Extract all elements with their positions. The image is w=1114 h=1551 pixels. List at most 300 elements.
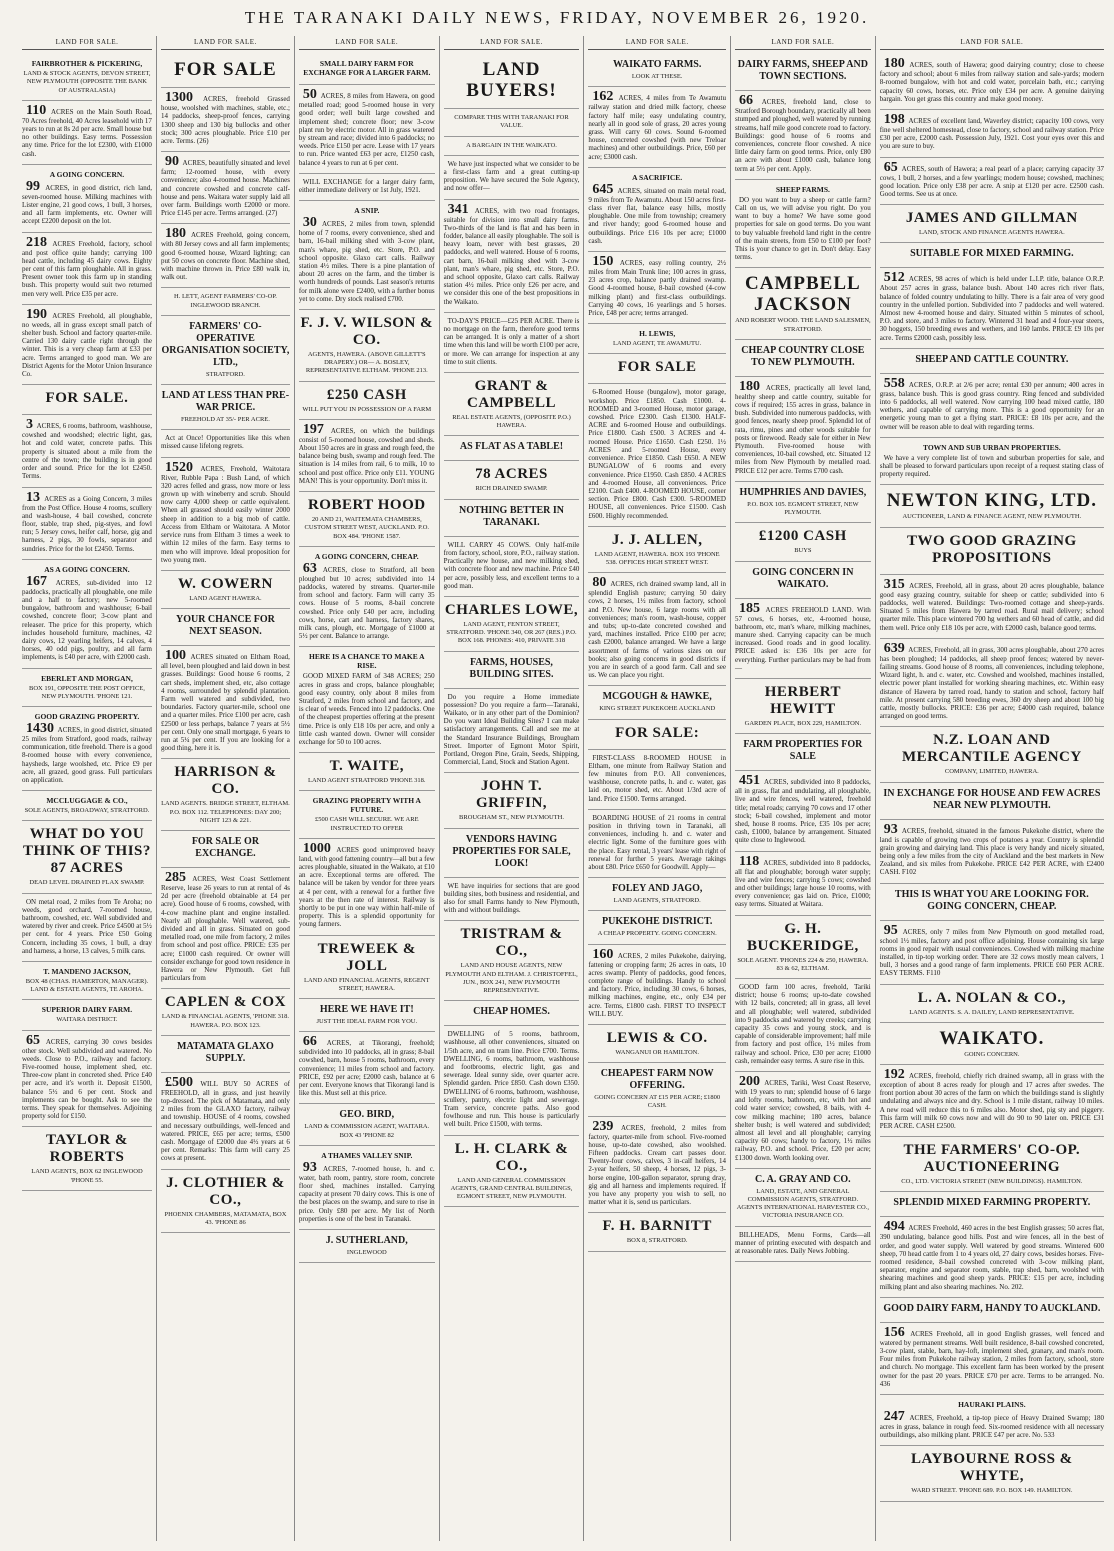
ad-body	[298, 421, 435, 485]
ad-heading: J. SUTHERLAND,	[325, 1235, 408, 1247]
advertisement	[735, 562, 871, 599]
ad-heading: £250 CASH	[326, 386, 407, 403]
advertisement	[444, 54, 580, 109]
advertisement	[444, 652, 580, 689]
ad-acreage: 1430	[26, 720, 58, 736]
ad-heading: GRANT & CAMPBELL	[466, 378, 556, 412]
ad-text: ACRES, sub-divided into 12 paddocks, practically all ploughable, one mile and a half to factory; new 5-roomed bungalow, bathroom and washhouse; 6-bail cowshed, concrete floor; 3-cow plant and releaser. The price for this property, which includes household furniture, machines, 42 dairy cows, 12 yearling heifers, 14 calves, 4 horses, 40 odd pigs, poultry, and all farm implements, is £40 per acre, with £2000 cash.	[22, 578, 152, 662]
ad-subheading: AGENTS, HAWERA. (ABOVE GILLETT'S DRAPERY.) OR— A. BOSLEY, REPRESENTATIVE ELTHAM. 'PHONE 213.	[305, 351, 428, 375]
advertisement	[444, 313, 580, 373]
advertisement	[880, 438, 1104, 486]
ad-heading: A SNIP.	[354, 206, 380, 216]
ad-subheading: H. LETT, AGENT FARMERS' CO-OP. INGLEWOOD BRANCH.	[174, 293, 277, 309]
ad-heading: SHEEP AND CATTLE COUNTRY.	[915, 353, 1069, 365]
ad-text: ACRES, situated on main metal road, 9 miles from Te Awamutu. About 150 acres first-class river flat, balance easy hills, mostly ploughable. One mile from township; creamery and river handy; good 6-roomed house and outbuildings. Price £16 10s per acre; £1000 cash.	[588, 186, 726, 245]
advertisement	[444, 137, 580, 156]
ad-body	[299, 217, 435, 303]
advertisement	[880, 528, 1104, 575]
ad-body	[299, 672, 435, 746]
advertisement	[299, 791, 435, 838]
ad-text: ACRES, carrying 30 cows besides other stock. Well subdivided and watered. No weeds. Close to P.O., railway and factory. Five-roomed house, implement shed, etc. Three-cow plant in concreted shed. Price £40 per acre, and it's worth it. Deposit £1500, balance 5½ and 6 per cent. Stock and implements can be bought. Ask to see the terms. They speak for themselves. Adjoining property sold for £150.	[22, 1037, 152, 1121]
advertisement	[880, 158, 1104, 206]
ad-body	[160, 1074, 290, 1163]
ad-heading: F. J. V. WILSON & CO.	[300, 315, 434, 349]
ad-body	[298, 840, 435, 929]
ad-acreage: 65	[883, 159, 902, 175]
ad-subheading: REAL ESTATE AGENTS, (OPPOSITE P.O.) HAWERA.	[452, 414, 571, 430]
ad-heading: NOTHING BETTER IN TARANAKI.	[458, 504, 565, 528]
ad-subheading: BOX 191, OPPOSITE THE POST OFFICE, NEW PLYMOUTH. 'PHONE 121.	[29, 684, 145, 700]
ad-body	[588, 946, 726, 1018]
advertisement	[588, 384, 726, 526]
ad-acreage: 99	[26, 178, 46, 194]
ad-heading: J. CLOTHIER & CO.,	[166, 1174, 285, 1208]
advertisement	[444, 1026, 580, 1135]
ad-subheading: COMPANY, LIMITED, HAWERA.	[944, 768, 1039, 776]
advertisement	[161, 152, 290, 224]
ad-text: ACRES, Freehold, Waitotara River, Rubble Papa : Bush Land, of which 320 acres felled and grass, now more or less grown up with wineberry and scrub. Should now carry 4,000 sheep or cattle equivalent. When all grassed should easily winter 2000 sheep in addition to a big mob of cattle. Access from Eltham or Waitotara. A Motor service runs from Eltham 3 times a week to within 12 miles of the farm. Easy terms to men who will improve. Ideal proposition for two young men.	[160, 464, 290, 564]
ad-acreage: 315	[883, 576, 910, 592]
advertisement	[444, 773, 580, 828]
advertisement	[444, 109, 580, 136]
ad-subheading: A CHEAP PROPERTY. GOING CONCERN.	[597, 930, 717, 938]
ad-text: WILL EXCHANGE for a larger dairy farm, either immediate delivery or 1st July, 1921.	[298, 177, 435, 195]
ad-text: ACRES, with two road frontages, suitable for division into small dairy farms. Two-thirds of the land is flat and has been in fodder, balance all easily ploughable. The soil is heavy loam, never with best grasses, 20 paddocks, and well watered. House of 6 rooms, cart barn, 16-bail milking shed with 3-cow plant, man's whare, pig shed, etc. Store, P.O. and school opposite, Glaxo cart calls. Railway station 4½ miles. Price only £26 per acre, and we consider this one of the best propositions in the Waikato.	[443, 206, 580, 306]
advertisement	[588, 1213, 726, 1251]
ad-subheading: STRATFORD.	[206, 370, 245, 378]
advertisement	[22, 962, 152, 1000]
advertisement	[22, 305, 152, 385]
advertisement	[22, 669, 152, 707]
newspaper-title: THE TARANAKI DAILY NEWS, FRIDAY, NOVEMBER 26, 1920.	[244, 8, 870, 27]
advertisement	[444, 597, 580, 652]
ad-body	[735, 1076, 871, 1162]
ad-acreage: 180	[164, 226, 191, 242]
ad-text: ACRES, south of Hawera; good dairying country; close to cheese factory and school; about 6 miles from railway station and sale-yards; modern 8-roomed bungalow, with hot and cold water, porcelain bath, etc.; carrying capacity 60 cows, horses, etc. Price only £34 per acre. A genuine dairying bargain. You get grass this country and make good money.	[879, 61, 1104, 103]
ad-acreage: 110	[26, 102, 52, 118]
ad-text: ACRES Freehold, all ploughable, no weeds, all in grass except small patch of shelter bush. School and factory quarter-mile. Carried 130 dairy cattle right through the winter. This is a very cheap farm at £33 per acre. Terms arranged to good man. We are District Agents for the Motor Union Insurance Co.	[22, 311, 152, 379]
ad-body	[879, 640, 1104, 721]
ad-text: ACRES, freehold, 2 miles from factory, quarter-mile from school. Five-roomed house, up-to-date cowshed, also woolshed. Fifteen paddocks. Cream cart passes door. Twenty-four cows, calves, 3 in-calf heifers, 14 2-year heifers, 50 sheep, 4 horses, 12 pigs, 3-horse engine, 100-gallon separator, sprung dray, gig and all harness and implements required. If you have any property you wish to sell, no matter what it is, send us particulars.	[588, 1123, 727, 1207]
ad-heading: GOOD DAIRY FARM, HANDY TO AUCKLAND.	[883, 1302, 1101, 1314]
ad-body	[735, 1231, 871, 1256]
ad-subheading: AND ROBERT WOOD. THE LAND SALESMEN, STRATFORD.	[735, 317, 871, 333]
advertisement	[161, 571, 290, 609]
ad-heading: LAND BUYERS!	[466, 59, 557, 102]
advertisement	[22, 415, 152, 487]
ad-heading: F. H. BARNITT	[602, 1218, 712, 1235]
advertisement	[588, 878, 726, 911]
ad-heading: AS FLAT AS A TABLE!	[459, 441, 564, 453]
ad-acreage: 494	[883, 1219, 909, 1235]
advertisement	[22, 165, 152, 233]
ad-heading: THE FARMERS' CO-OP. AUCTIONEERING	[903, 1142, 1081, 1176]
advertisement	[735, 979, 871, 1072]
ad-body	[880, 272, 1104, 341]
ad-text: ACRES as a Going Concern, 3 miles from the Post Office. House 4 rooms, scullery and wash-house, 4 bail cowshed, concrete floor, stable, trap shed, pig-styes, and fowl run; 5 Jersey cows, heifer calf, horse, gig and harness, 2 pigs, 30 fowls, separator and sundries. Price for the lot £2450. Terms.	[22, 494, 152, 553]
ad-heading: H. LEWIS,	[639, 329, 676, 339]
ad-acreage: 13	[26, 489, 45, 505]
ad-body	[735, 983, 871, 1065]
ad-heading: FARM PROPERTIES FOR SALE	[743, 739, 863, 763]
advertisement	[588, 1063, 726, 1116]
ad-body	[22, 234, 152, 298]
ad-body	[588, 91, 726, 160]
advertisement	[735, 1072, 871, 1169]
ad-heading: L. A. NOLAN & CO.,	[917, 989, 1066, 1006]
ad-acreage: 150	[592, 254, 620, 270]
advertisement	[880, 1323, 1104, 1395]
advertisement	[161, 609, 290, 646]
ad-heading: £1200 CASH	[758, 528, 847, 545]
ad-acreage: £500	[164, 1074, 201, 1090]
advertisement	[22, 385, 152, 415]
ad-heading: SHEEP FARMS.	[775, 184, 830, 194]
advertisement	[299, 936, 435, 999]
ad-body	[879, 821, 1104, 877]
advertisement	[588, 527, 726, 573]
ad-text: GOOD MIXED FARM of 348 ACRES; 250 acres in grass and crops, balance ploughable; good easy country, only about 8 miles from Stratford, 2 miles from school and factory, and is clear of weeds. Fenced into 12 paddocks. One of the cheapest properties offering at the present time. Price is only £18 10s per acre, and only a little cash wanted down. Owner will consider exchange for 50 to 100 acres.	[298, 672, 435, 746]
ad-body	[588, 388, 726, 519]
column-heading: LAND FOR SALE.	[22, 36, 152, 50]
ad-subheading: GOING CONCERN.	[964, 1050, 1020, 1058]
ad-subheading: SOLE AGENTS, BROADWAY, STRATFORD.	[24, 807, 150, 815]
advertisement	[299, 547, 435, 648]
ad-body	[735, 600, 871, 672]
ad-heading: T. MANDENO JACKSON,	[43, 967, 131, 976]
advertisement	[161, 458, 290, 571]
advertisement	[880, 485, 1104, 527]
ad-subheading: LAND AND FINANCIAL AGENTS, REGENT STREET, HAWERA.	[303, 976, 430, 992]
ad-body	[22, 1032, 152, 1121]
ad-body	[444, 541, 580, 590]
ad-acreage: 190	[26, 306, 53, 322]
ad-acreage: 80	[592, 575, 611, 591]
ad-subheading: WANGANUI OR HAMILTON.	[615, 1049, 699, 1057]
advertisement	[22, 894, 152, 962]
ad-body	[588, 256, 726, 317]
ad-body	[879, 1324, 1104, 1388]
ad-text: ACRES, 6 rooms, bathroom, washhouse, cowshed and woodshed; electric light, gas, hot and cold water, concrete paths. This property is situated about a mile from the centre of the town; the building is in good order and sound. Price for the lot £2450. Terms.	[22, 422, 152, 481]
ad-body	[161, 92, 290, 145]
ad-heading: CHARLES LOWE,	[444, 601, 579, 618]
advertisement	[880, 575, 1104, 639]
ad-subheading: LAND & STOCK AGENTS, DEVON STREET, NEW PLYMOUTH (OPPOSITE THE BANK OF AUSTRALASIA)	[23, 70, 151, 94]
ad-body	[443, 201, 580, 306]
ad-heading: CHEAP COUNTRY CLOSE TO NEW PLYMOUTH.	[741, 344, 865, 368]
ad-heading: FOR SALE	[617, 359, 697, 376]
ad-heading: TAYLOR & ROBERTS	[46, 1132, 128, 1166]
advertisement	[735, 268, 871, 339]
ad-acreage: 100	[164, 648, 191, 664]
ad-body	[735, 775, 871, 844]
ad-body	[444, 1030, 580, 1128]
ad-text: ACRES Freehold, going concern, with 80 Jersey cows and all farm implements; good 6-roomed house, Wizard lighting; can put 50 cows on concrete floor. Machine shed, with machine thrown in. Price £80 walk in, walk out.	[160, 231, 290, 282]
ad-body	[22, 178, 152, 226]
advertisement	[735, 852, 871, 916]
ad-text: ACRES, south of Hawera; a real pearl of a place; carrying capacity 37 cows, 1 bull, 2 horses, and a few yearlings; modern house; cowshed, machines; good location. Price only £38 per acre. A snip at £120 per acre. £2500 cash. Good terms. See us at once.	[879, 164, 1104, 199]
ad-acreage: 180	[739, 378, 766, 394]
ad-subheading: LAND AGENTS, STRATFORD.	[613, 897, 701, 905]
ad-subheading: WARD STREET. 'PHONE 689. P.O. BOX 149. HAMILTON.	[911, 1487, 1073, 1495]
column-heading: LAND FOR SALE.	[588, 36, 726, 50]
ad-text: ACRES of excellent land, Waverley district; capacity 100 cows, very fine well sheltered homestead, close to factory, school and railway station. Price £30 per acre, £2000 cash. Possession July, 1921. Cost your eyes over this and you are sure to buy.	[879, 117, 1104, 151]
ad-heading: MCGOUGH & HAWKE,	[602, 691, 712, 703]
ad-acreage: 185	[739, 600, 766, 616]
advertisement	[880, 1217, 1104, 1297]
ad-text: ACRES FREEHOLD LAND. With 57 cows, 6 horses, etc, 4-roomed house, bathroom, etc, man's whare, milking machines, manure shed. Carrying capacity can be much increased. Good roads and in good locality. PRICE asked is: £36 10s per acre for everything. Further particulars may be had from—	[735, 605, 871, 672]
advertisement	[161, 1073, 290, 1170]
advertisement	[299, 753, 435, 791]
advertisement	[161, 989, 290, 1035]
ad-acreage: 167	[26, 573, 56, 589]
ad-acreage: 93	[883, 821, 902, 837]
ad-body	[22, 489, 152, 553]
advertisement	[588, 252, 726, 324]
advertisement	[22, 233, 152, 305]
advertisement	[880, 243, 1104, 268]
column-3	[294, 36, 439, 1541]
ad-body	[588, 754, 726, 803]
advertisement	[588, 1025, 726, 1063]
ad-body	[22, 306, 152, 379]
ad-heading: CHEAPEST FARM NOW OFFERING.	[600, 1068, 714, 1092]
advertisement	[161, 224, 290, 288]
ad-text: ACRES, 4 miles from Te Awamutu railway station and dried milk factory, cheese factory half mile; easy undulating country, nearly all in good sole of grass, 20 acres young grass. Will carry 60 cows. Sound 6-roomed house, concreted cowshed (with new Treloar machines) and other outbuildings. Price, £60 per acre; £3000 cash.	[588, 94, 727, 161]
ad-text: ACRES, Freehold, a tip-top piece of Heavy Drained Swamp; 180 acres in grass, balance in rough feed. Six-roomed residence with all necessary outbuildings, also milking plant. PRICE £47 per acre. No. 533	[879, 1414, 1104, 1440]
ad-subheading: SOLE AGENT. 'PHONES 224 & 250, HAWERA. 83 & 62, ELTHAM.	[737, 956, 869, 972]
ad-heading: PUKEKOHE DISTRICT.	[601, 916, 713, 928]
ad-text: ACRES, only 7 miles from New Plymouth on good metalled road, school 1½ miles, factory and post office adjoining. House containing six large rooms in good repair with usual conveniences. Cowshed with milking machine installed, in tip-top working order. There are 32 cows mostly mean calvers, 1 bull, 3 horses and a good range of farm implements. PRICE £60 PER ACRE. EASY TERMS. F110	[879, 927, 1104, 978]
ad-subheading: PHOENIX CHAMBERS, MATAMATA, BOX 43. 'PHONE 86	[164, 1210, 287, 1226]
advertisement	[299, 839, 435, 936]
advertisement	[22, 821, 152, 893]
advertisement	[880, 54, 1104, 110]
advertisement	[735, 599, 871, 679]
ad-subheading: £500 CASH WILL SECURE. WE ARE INSTRUCTED TO OFFER	[315, 816, 419, 832]
advertisement	[22, 791, 152, 821]
advertisement	[880, 985, 1104, 1023]
ad-subheading: LAND AGENT, TE AWAMUTU.	[613, 340, 702, 348]
ad-text: ACRES, subdivided into 8 paddocks, all flat and ploughable; borough water supply; live and wire fences; carrying 5 cows; cowshed and other buildings; large house 10 rooms, with every convenience; gas laid on. Price, £1000; easy terms. Situated at Waitara.	[735, 858, 871, 909]
advertisement	[588, 911, 726, 944]
ad-body	[298, 560, 435, 641]
ad-text: We have just inspected what we consider to be a first-class farm and a great cutting-up proposition. We have secured the Sole Agency, and now offer—	[443, 159, 580, 193]
ad-heading: G. H. BUCKERIDGE,	[746, 920, 859, 954]
ad-heading: CAMPBELL JACKSON	[745, 273, 861, 316]
ad-body	[161, 650, 290, 752]
ad-text: ACRES, in good district, rich land, seven-roomed house. Milking machines with Lister engine, 21 good cows, 1 bull, 3 horses, and all farm implements, etc. Owner will accept £2200 deposit on the lot.	[22, 183, 152, 226]
advertisement	[880, 783, 1104, 820]
advertisement	[444, 500, 580, 537]
advertisement	[880, 1395, 1104, 1446]
ad-text: We have a very complete list of town and suburban properties for sale, and shall be pleased to forward particulars upon receipt of a request stating class of property required.	[879, 453, 1104, 479]
ad-heading: GOOD GRAZING PROPERTY.	[34, 711, 140, 721]
advertisement	[22, 101, 152, 165]
advertisement	[880, 884, 1104, 921]
ad-acreage: 558	[883, 375, 909, 391]
ad-subheading: GOING CONCERN AT £15 PER ACRE; £1800 CASH.	[594, 1094, 721, 1110]
ad-acreage: 180	[883, 56, 910, 72]
ad-heading: LAYBOURNE ROSS & WHYTE,	[911, 1451, 1073, 1485]
advertisement	[161, 646, 290, 759]
ad-heading: A SACRIFICE.	[632, 172, 683, 182]
column-5	[583, 36, 730, 1541]
ad-subheading: BOX 48 (CHAS. HAMERTON, MANAGER). LAND & ESTATE AGENTS, TE AROHA.	[25, 978, 149, 994]
ad-subheading: RICH DRAINED SWAMP.	[475, 485, 548, 493]
advertisement	[161, 88, 290, 152]
advertisement	[880, 727, 1104, 782]
masthead	[0, 0, 1114, 36]
ad-acreage: 3	[26, 417, 37, 433]
advertisement	[22, 707, 152, 791]
ad-acreage: 1520	[164, 459, 201, 475]
ad-acreage: 162	[592, 89, 619, 105]
ad-acreage: 451	[739, 773, 765, 789]
ad-body	[22, 419, 152, 480]
ad-body	[444, 882, 580, 915]
ad-heading: CHEAP HOMES.	[473, 1006, 550, 1018]
advertisement	[735, 916, 871, 979]
ad-heading: LEWIS & CO.	[606, 1030, 708, 1047]
ad-body	[160, 869, 290, 983]
ad-text: ACRES, Freehold, all in grass, about 20 acres ploughable, balance good easy grazing country, suitable for sheep or cattle; subdivided into 6 paddocks, well watered. Buildings: Two-roomed cottage and sheep-yards. Situated 5 miles from Hawera by tarred road. Rural mail delivery; school quarter mile. This place wintered 700 hg wethers and 60 head of cattle, and did them well. Price only £18 10s per acre, with £2000 cash, balance good terms.	[879, 581, 1104, 632]
advertisement	[299, 999, 435, 1032]
advertisement	[735, 180, 871, 269]
ad-heading: TOWN AND SUB URBAN PROPERTIES.	[922, 442, 1061, 452]
ad-heading: N.Z. LOAN AND MERCANTILE AGENCY	[901, 732, 1082, 766]
advertisement	[588, 168, 726, 252]
ad-heading: SUITABLE FOR MIXED FARMING.	[910, 248, 1074, 260]
ad-heading: TREWEEK & JOLL	[317, 940, 416, 974]
ad-heading: W. COWERN	[178, 575, 273, 592]
ad-heading: WAIKATO FARMS.	[613, 59, 702, 71]
ad-heading: HERE WE HAVE IT!	[319, 1004, 414, 1015]
ad-heading: IN EXCHANGE FOR HOUSE AND FEW ACRES NEAR NEW PLYMOUTH.	[883, 787, 1101, 811]
advertisement	[880, 1137, 1104, 1192]
ad-text: FIRST-CLASS 8-ROOMED HOUSE in Eltham, one minute from Railway Station and few minutes from P.O. All conveniences, washhouse, concrete paths, h. and c. water, gas laid on, motor shed, etc. About 1/3rd acre of land. Price £1500. Terms arranged.	[588, 753, 726, 803]
ad-text: WE have inquiries for sections that are good building sites, both business and residential, and also for small Farms handy to New Plymouth, with and without buildings.	[443, 881, 580, 915]
ad-heading: L. H. CLARK & CO.,	[454, 1140, 569, 1174]
ad-subheading: LAND AND GENERAL COMMISSION AGENTS, GRAND CENTRAL BUILDINGS, EGMONT STREET, NEW PLYMOUTH.	[450, 1176, 573, 1201]
ad-text: ACRES, subdivided into 8 paddocks, all in grass, flat and undulating, all ploughable, live and wire fences, well watered, freehold title; metal roads; carrying 70 cows and 17 other stock; 6-bail cowshed, implement and motor shed, house 8 rooms. Price, £35 10s per acre; cash, £1000, balance by arrangement. Situated quite close to Inglewood.	[735, 778, 871, 845]
advertisement	[161, 385, 290, 430]
ad-subheading: LAND AND HOUSE AGENTS, NEW PLYMOUTH AND ELTHAM. J. CHRISTOFFEL, JUN., BOX 241, NEW PLYMOUTH REPRESENTATIVE.	[445, 962, 578, 994]
advertisement	[161, 316, 290, 385]
ad-body	[879, 922, 1104, 978]
ad-heading: GEO. BIRD,	[339, 1109, 395, 1121]
ad-heading: HERBERT HEWITT	[764, 683, 842, 717]
ad-acreage: 285	[164, 869, 193, 885]
advertisement	[735, 734, 871, 771]
ad-text: ACRES Freehold, factory, school and post office quite handy; carrying 100 head cattle, including 45 dairy cows. Eighty per cent of this farm ploughable. All in grass. Present owner took this farm up in standing bush. This property would suit two returned men very well. Price £35 per acre.	[22, 239, 152, 298]
advertisement	[161, 288, 290, 315]
ad-body	[880, 1221, 1104, 1290]
advertisement	[735, 54, 871, 91]
ad-heading: HARRISON & CO.	[174, 764, 277, 798]
advertisement	[22, 560, 152, 669]
advertisement	[735, 679, 871, 734]
ad-text: ACRES, freehold Grassed house, woolshed with machines, stable, etc.; 14 paddocks, sheep-proof fences, carrying 1300 sheep and 130 big bullocks and other stock; 300 acres ploughable. Price £10 per acre. Terms. (26)	[160, 95, 290, 146]
ad-text: ACRES, Tariki, West Coast Reserve, with 19 years to run; splendid house of 6 large and lofty rooms, bathroom, etc, with hot and cold water service; cowshed, 8 bails, with 4-cow milking machine; 180 acres, balance shelter bush; is well watered and subdivided; almost all level and all ploughable; carrying capacity 60 cows; handy to factory, 1½ miles railway, P.O. and school. Price, £20 per acre; £1300 down. Worth looking over.	[735, 1079, 871, 1162]
ad-subheading: LAND AGENTS. BRIDGE STREET, ELTHAM. P.O. BOX 112. TELEPHONES: DAY 200; NIGHT 123 & 221.	[161, 800, 290, 824]
ad-heading: FARMS, HOUSES, BUILDING SITES.	[469, 656, 554, 680]
ad-text: BILLHEADS, Menu Forms, Cards—all manner of printing executed with despatch and at reasonable rates. Daily News Jobbing.	[735, 1230, 871, 1256]
ad-body	[588, 181, 726, 245]
ad-acreage: 341	[447, 201, 475, 217]
ad-subheading: LAND, STOCK AND FINANCE AGENTS HAWERA.	[918, 229, 1065, 237]
advertisement	[161, 430, 290, 457]
advertisement	[880, 268, 1104, 348]
advertisement	[735, 91, 871, 180]
ad-heading: FOR SALE.	[45, 390, 129, 407]
ad-acreage: 66	[302, 1034, 327, 1050]
ad-acreage: 218	[26, 234, 53, 250]
ad-text: ACRES, on which the buildings consist of 5-roomed house, cowshed and sheds. About 150 acres are in grass and rough feed, the balance being bush, swamp and rough feed. The situation is 14 miles from rail, 6 to milk, 10 to school and post office. Price only £11. YOUNG MAN! This is your opportunity. Don't miss it.	[298, 426, 435, 485]
ad-heading: TWO GOOD GRAZING PROPOSITIONS	[907, 532, 1077, 566]
ad-body	[444, 160, 580, 193]
advertisement	[161, 759, 290, 831]
ad-subheading: LAND AGENT, FENTON STREET, STRATFORD. 'PHONE 340, OR 267 (RES.) P.O. BOX 168. PHONES: 410, PRIVATE 318	[446, 620, 577, 645]
advertisement	[588, 87, 726, 167]
ad-text: Act at Once! Opportunities like this when missed cause lifelong regrets.	[160, 434, 290, 451]
advertisement	[588, 324, 726, 354]
ad-acreage: 160	[592, 946, 618, 962]
ad-text: ACRES, freehold land, close to Stratford Borough boundary, practically all been stumped and ploughed, well watered by running streams, half mile good concrete road to factory. Buildings: good house of 6 rooms and conveniences, concrete floor cowshed. A nice little dairy farm on good terms. Price, only £80 an acre with about £1000 cash, balance long term at 5½ per cent. Apply.	[735, 98, 871, 173]
advertisement	[588, 686, 726, 719]
ad-heading: 78 ACRES	[475, 466, 548, 483]
advertisement	[299, 54, 435, 85]
ad-text: ACRES, practically all level land, healthy sheep and cattle country, suitable for cows if required; 155 acres in grass, balance in bush. Subdivided into numerous paddocks, with good fences, nearly sheep proof. Splendid lot of rata, rimu, pines and other woods suitable for posts or firewood. Ready sale for either in New Plymouth. Five-roomed house with conveniences, 10-bail cowshed, etc. Situated 12 miles from New Plymouth by metalled road. PRICE £12 per acre. Terms £700 cash.	[735, 383, 871, 475]
ad-body	[880, 58, 1104, 103]
ad-acreage: 197	[302, 421, 331, 437]
ad-heading: LAND AT LESS THAN PRE-WAR PRICE.	[161, 390, 290, 414]
ad-text: ACRES, close to Stratford, all been ploughed but 10 acres; subdivided into 14 paddocks, watered by streams. Quarter-mile from school and factory. Farm will carry 35 cows. House of 5 rooms, 8-bail concrete cowshed. Price only £40 per acre, including cows, horse, cart and harness, factory shares, milk cans, plough, etc. Mortgage of £1000 at 5½ per cent. Balance to arrange.	[298, 565, 435, 641]
advertisement	[299, 201, 435, 310]
advertisement	[735, 377, 871, 482]
ad-acreage: 93	[302, 1159, 324, 1175]
ad-heading: T. WAITE,	[329, 758, 404, 775]
ad-subheading: COMPARE THIS WITH TARANAKI FOR VALUE.	[454, 114, 569, 130]
ad-heading: SPLENDID MIXED FARMING PROPERTY.	[893, 1197, 1091, 1209]
advertisement	[161, 54, 290, 88]
advertisement	[588, 354, 726, 384]
ad-heading: MCCLUGGAGE & CO.,	[46, 796, 128, 806]
advertisement	[880, 1446, 1104, 1501]
ad-heading: FOR SALE	[174, 59, 277, 81]
ad-text: ACRES, 2 miles from town, splendid home of 7 rooms, every convenience, shed and barn, 16-bail milking shed with 3-cow plant, man's whare, pig shed, etc. Store, P.O. and school opposite. Glaxo cart calls. Railway station 4½ miles. There is a pine plantation of about 20 acres on the farm, and the timber is worth hundreds of pounds. Last season's returns for milk alone were £2400, with a further bonus yet to come. Dry stock realised £700.	[298, 220, 435, 303]
advertisement	[880, 205, 1104, 243]
ad-body	[879, 1066, 1104, 1130]
advertisement	[299, 174, 435, 201]
advertisement	[880, 820, 1104, 884]
ad-body	[735, 853, 871, 909]
ad-text: ACRES, in good district, situated 25 miles from Stratford, good roads, railway communication, title freehold. There is a good 8-roomed house with every convenience, haysheds, large woolshed, etc. Price £9 per acre, all grazed, good grass. Full particulars on application.	[22, 725, 152, 784]
ad-body	[444, 317, 580, 366]
ad-acreage: 645	[592, 181, 618, 197]
ad-subheading: LAND, ESTATE, AND GENERAL COMMISSION AGENTS, STRATFORD. AGENTS INTERNATIONAL HARVESTER CO., VICTORIA INSURANCE CO.	[736, 1187, 870, 1220]
ad-text: TO-DAY'S PRICE—£25 PER ACRE. There is no mortgage on the farm, therefore good terms can be arranged. It is only a matter of a short time when this land will be worth £100 per acre, or more. We can arrange for inspection at any time to suit clients.	[443, 316, 580, 366]
ad-heading: WHAT DO YOU THINK OF THIS? 87 ACRES	[23, 826, 151, 877]
advertisement	[161, 1170, 290, 1233]
ad-subheading: BROUGHAM ST., NEW PLYMOUTH.	[459, 814, 564, 822]
ad-heading: A GOING CONCERN.	[49, 169, 125, 179]
ad-text: ACRES, 98 acres of which is held under L.I.P. title, balance O.R.P. About 257 acres in grass, balance bush. About 140 acres rich river flats, balance of folded country undulating to hilly. There is a fair area of very good country in the unfelled portion. Subdivided into 7 paddocks and well watered. Almost new 4-roomed house and dairy. Situated within 5 minutes of school, P.O. and store, and 3 miles to factory. Wintered 31 head and 4 four-year steers, 30 hoggets, 150 breeding ewes and wethers, and 160 lambs. PRICE £9 10s per acre. Terms £2000 cash, possibly less.	[879, 275, 1104, 342]
ad-subheading: LAND AGENT STRATFORD 'PHONE 318.	[308, 777, 426, 785]
ad-heading: THIS IS WHAT YOU ARE LOOKING FOR. GOING CONCERN, CHEAP.	[894, 888, 1089, 912]
column-6	[730, 36, 875, 1541]
ad-acreage: 95	[883, 922, 903, 938]
